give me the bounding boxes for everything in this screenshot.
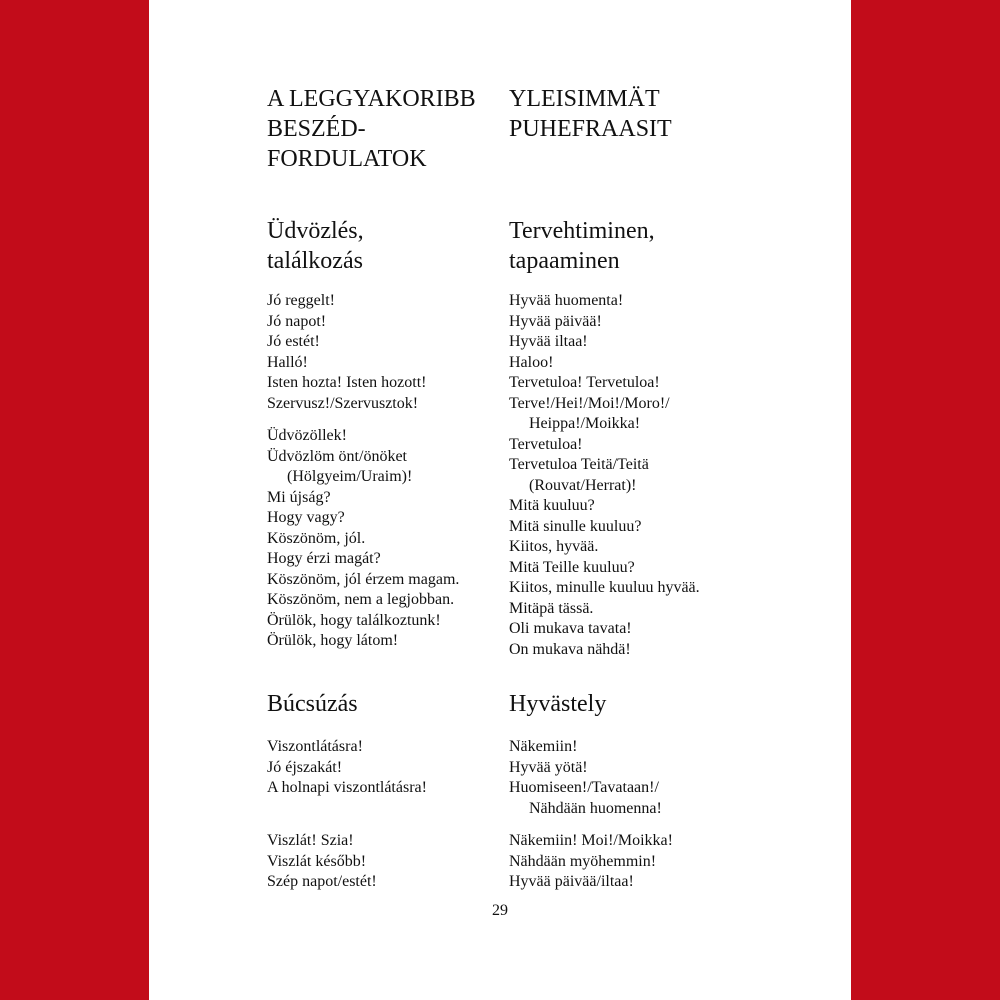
title-line: A LEGGYAKORIBB <box>267 86 476 112</box>
hungarian-title <box>267 84 476 174</box>
title-line: BESZÉD- <box>267 116 366 142</box>
phrase: Viszontlátásra! <box>267 738 363 755</box>
phrase: Jó estét! <box>267 333 320 350</box>
phrase: Köszönöm, nem a legjobban. <box>267 591 455 608</box>
phrase: Oli mukava tavata! <box>509 620 632 637</box>
phrase: Tervetuloa Teitä/Teitä <box>509 456 649 473</box>
group-gap <box>509 819 673 831</box>
section-heading-farewell-hu: Búcsúzás <box>267 691 358 717</box>
phrase: Mitä sinulle kuuluu? <box>509 517 642 535</box>
phrase: Köszönöm, jól. <box>267 529 366 547</box>
phrase: Mitä kuuluu? <box>509 497 595 514</box>
phrase: Tervetuloa! Tervetuloa! <box>509 374 660 391</box>
phrase-continuation: Heippa!/Moikka! <box>529 415 641 432</box>
phrase-continuation: Nähdään huomenna! <box>529 799 662 817</box>
phrase: Üdvözlöm önt/önöket <box>267 447 407 465</box>
phrase: Köszönöm, jól érzem magam. <box>267 570 460 588</box>
phrase: Viszlát! Szia! <box>267 832 354 849</box>
book-page <box>149 0 851 1000</box>
phrase: Nähdään myöhemmin! <box>509 852 657 870</box>
phrase: Terve!/Hei!/Moi!/Moro!/ <box>509 394 670 412</box>
title-line: YLEISIMMÄT <box>509 86 660 112</box>
section-heading-greeting-fi <box>509 216 655 276</box>
phrase: Jó éjszakát! <box>267 758 343 776</box>
phrase: Isten hozta! Isten hozott! <box>267 374 427 391</box>
phrase: Szervusz!/Szervusztok! <box>267 394 419 412</box>
phrase: Hogy vagy? <box>267 509 345 526</box>
finnish-title <box>509 84 672 144</box>
phrase-spacer <box>267 799 427 820</box>
phrase: Kiitos, minulle kuuluu hyvää. <box>509 579 700 596</box>
phrase-list-farewell-hu <box>267 737 427 893</box>
group-gap <box>267 414 459 426</box>
heading-line: tapaaminen <box>509 248 620 274</box>
phrase: Haloo! <box>509 353 554 371</box>
phrase: Kiitos, hyvää. <box>509 538 599 555</box>
phrase: Mi újság? <box>267 488 331 506</box>
phrase: Näkemiin! Moi!/Moikka! <box>509 832 673 849</box>
phrase: Halló! <box>267 353 308 371</box>
phrase-list-greeting-fi <box>509 291 700 660</box>
phrase: Mitäpä tässä. <box>509 599 594 617</box>
phrase: Tervetuloa! <box>509 435 583 453</box>
phrase-continuation: (Rouvat/Herrat)! <box>529 476 637 494</box>
phrase: Hyvää iltaa! <box>509 333 588 350</box>
phrase: Hyvää päivää! <box>509 312 602 330</box>
phrase: Üdvözöllek! <box>267 427 347 444</box>
phrase: Jó napot! <box>267 312 327 330</box>
phrase: Hyvää päivää/iltaa! <box>509 873 634 890</box>
heading-line: Tervehtiminen, <box>509 218 655 244</box>
phrase: Hyvää huomenta! <box>509 292 624 309</box>
phrase: Huomiseen!/Tavataan!/ <box>509 779 659 796</box>
page-number: 29 <box>492 902 508 919</box>
phrase: Hyvää yötä! <box>509 758 588 776</box>
phrase: Szép napot/estét! <box>267 873 377 890</box>
phrase: Näkemiin! <box>509 738 578 755</box>
section-heading-greeting-hu <box>267 216 364 276</box>
phrase: Viszlát később! <box>267 852 367 870</box>
title-line: PUHEFRAASIT <box>509 116 672 142</box>
phrase: Mitä Teille kuuluu? <box>509 558 635 576</box>
phrase-continuation: (Hölgyeim/Uraim)! <box>287 468 413 485</box>
group-gap <box>267 819 427 831</box>
section-heading-farewell-fi: Hyvästely <box>509 691 607 717</box>
phrase: A holnapi viszontlátásra! <box>267 779 427 796</box>
phrase-list-greeting-hu <box>267 291 459 652</box>
phrase: Örülök, hogy találkoztunk! <box>267 611 441 629</box>
phrase: Jó reggelt! <box>267 292 335 309</box>
phrase-list-farewell-fi <box>509 737 673 893</box>
title-line: FORDULATOK <box>267 146 427 172</box>
phrase: Örülök, hogy látom! <box>267 632 399 649</box>
heading-line: Üdvözlés, <box>267 218 364 244</box>
heading-line: találkozás <box>267 248 363 274</box>
phrase: Hogy érzi magát? <box>267 550 381 567</box>
phrase: On mukava nähdä! <box>509 640 631 658</box>
